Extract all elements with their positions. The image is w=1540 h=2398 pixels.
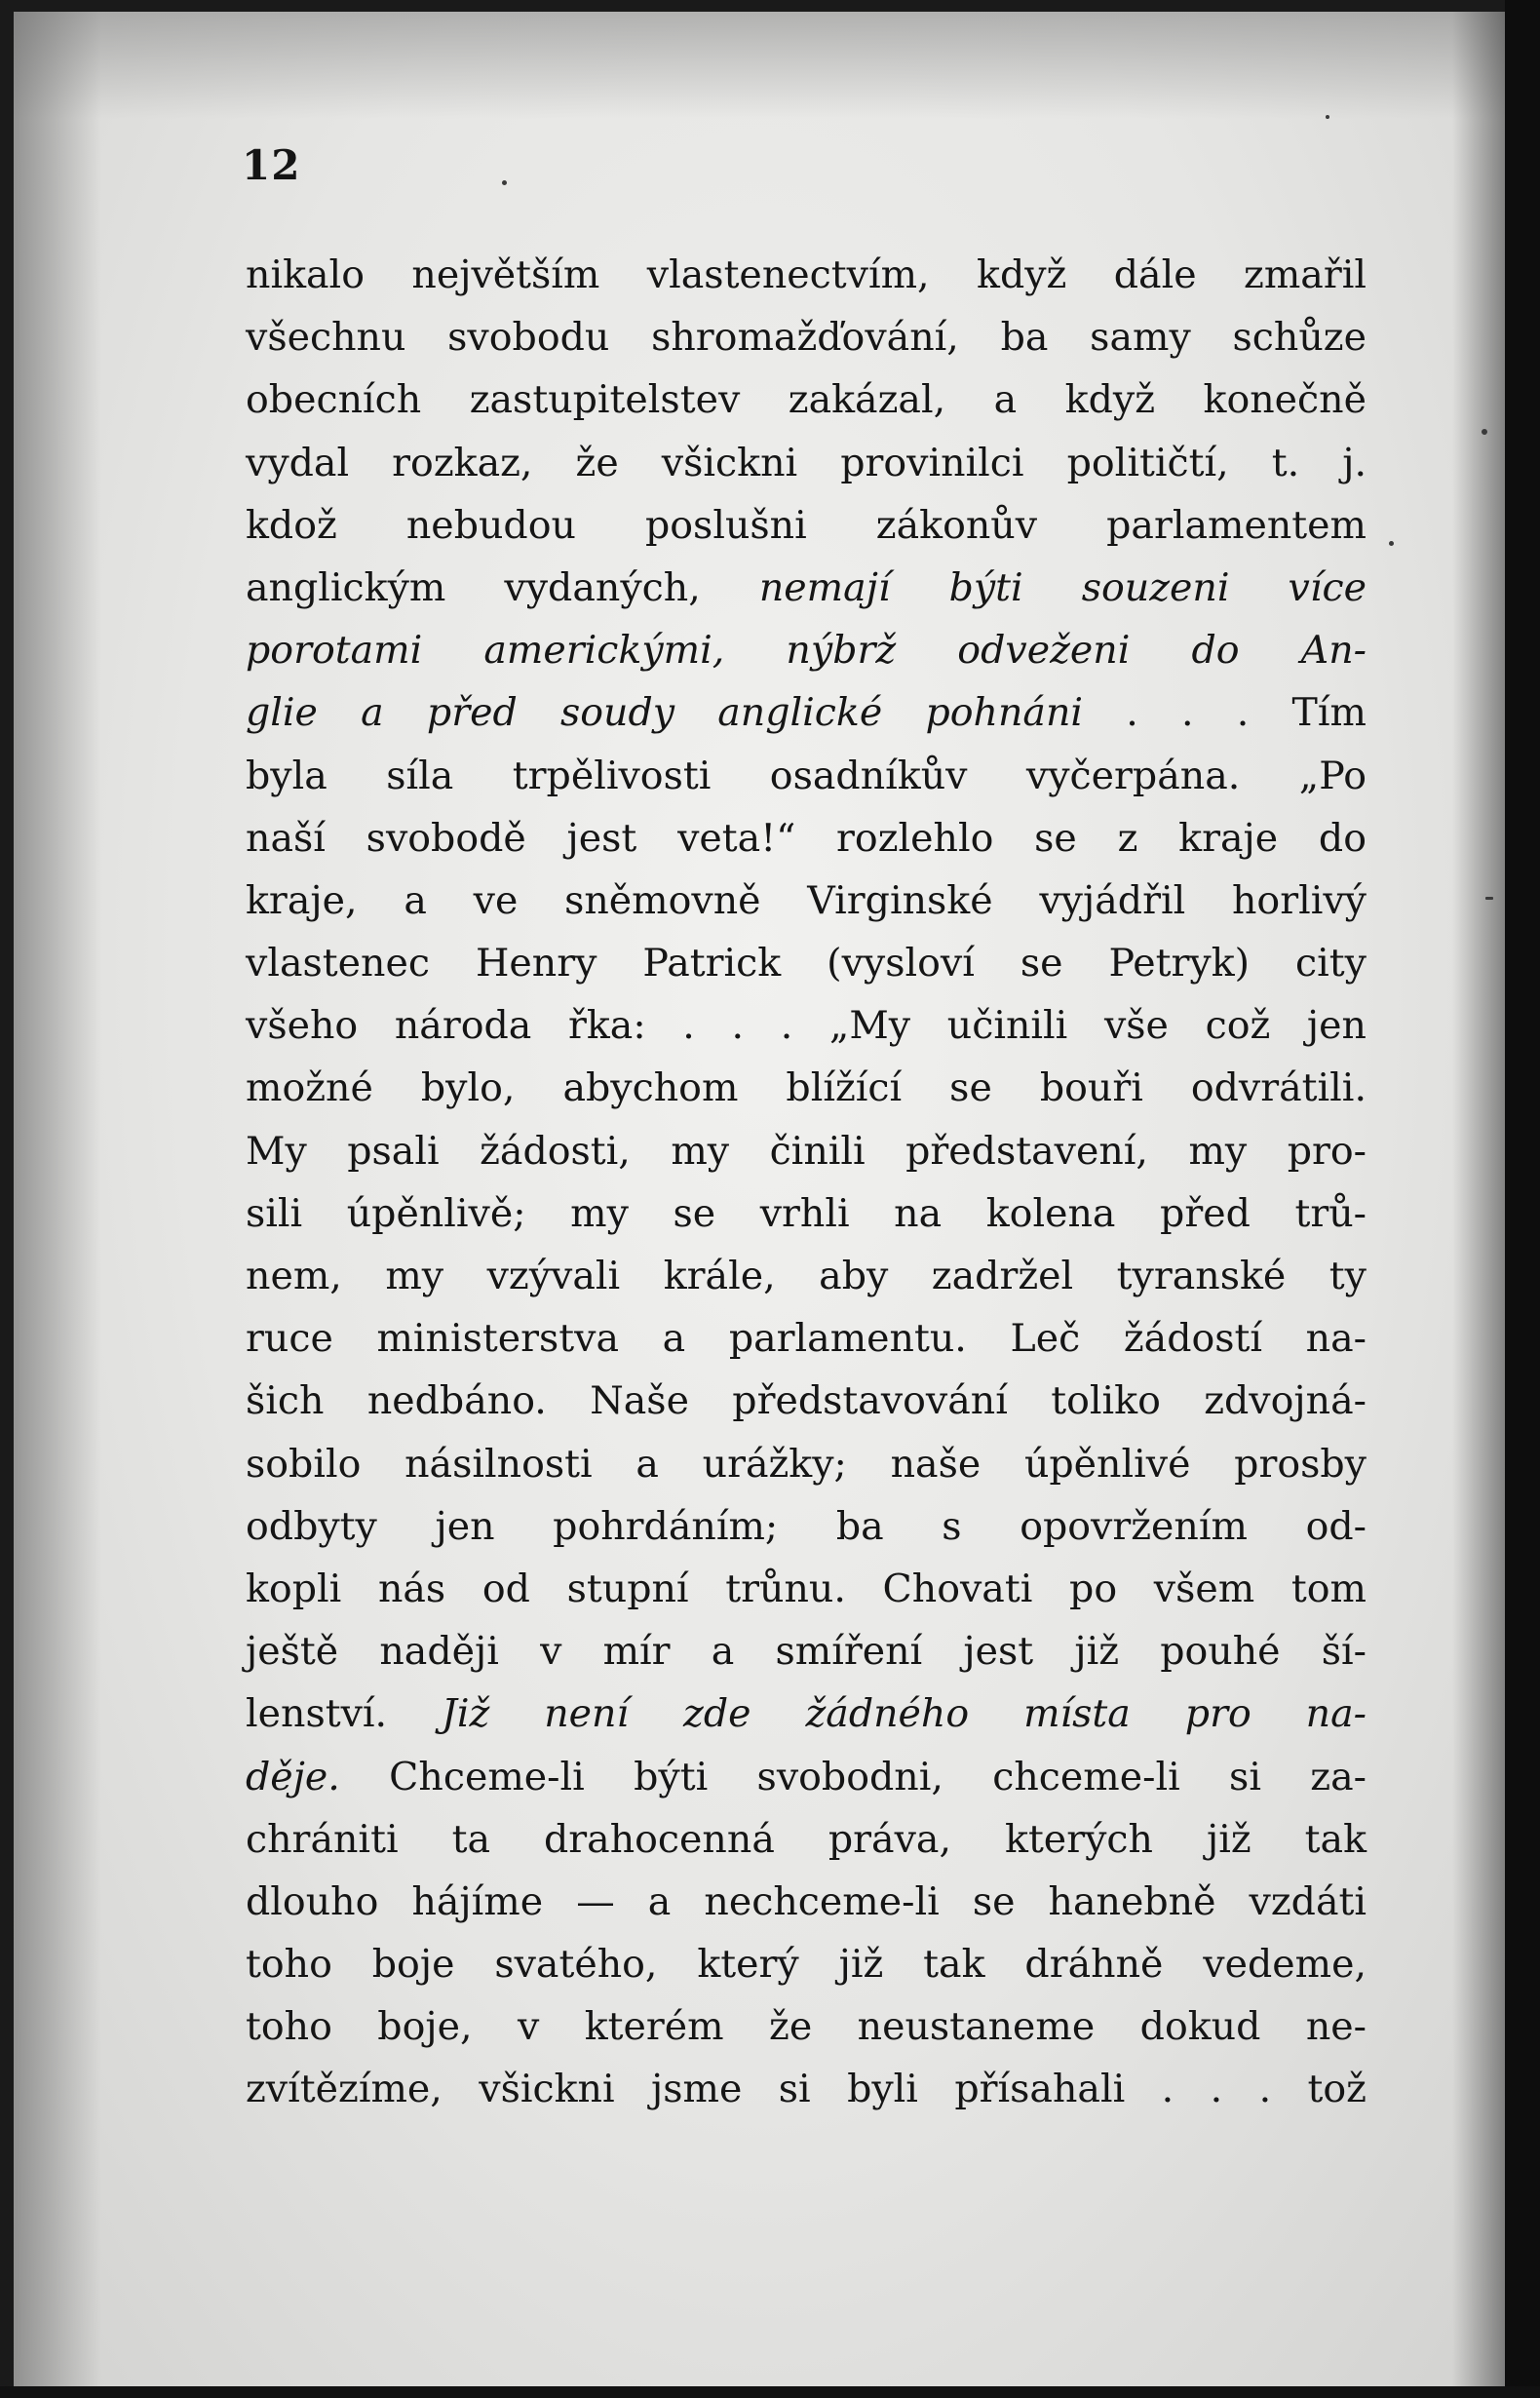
text-segment: toho boje svatého, který již tak dráhně vedeme, [246,1942,1367,1988]
text-line [246,1182,1367,1245]
text-segment: vydal rozkaz, že všickni provinilci političtí, t. j. [246,440,1367,485]
text-line [246,994,1367,1057]
text-line [246,2058,1367,2120]
text-line [246,1933,1367,1995]
text-segment: kopli nás od stupní trůnu. Chovati po všem tom [246,1566,1367,1611]
text-line [246,1682,1367,1745]
text-segment: sili úpěnlivě; my se vrhli na kolena před trů- [246,1190,1367,1236]
text-line [246,1995,1367,2058]
top-shadow [14,12,1505,119]
text-segment: možné bylo, abychom blížící se bouři odvrátili. [246,1065,1367,1111]
body-text [246,244,1367,2121]
text-segment: obecních zastupitelstev zakázal, a když konečně [246,377,1367,423]
text-segment: My psali žádosti, my činili představení, my pro- [246,1128,1367,1174]
italic-segment: nemají býti souzeni více [758,564,1367,610]
text-line [246,1495,1367,1558]
text-segment: nikalo největším vlastenectvím, když dále zmařil [246,252,1367,297]
left-shadow [14,12,101,2386]
right-shadow [1452,12,1505,2386]
text-line [246,306,1367,368]
text-line [246,1307,1367,1370]
scan-speck [1482,429,1487,435]
bottom-scan-edge [0,2386,1540,2398]
text-segment: . . . Tím [1083,690,1367,736]
text-segment: toho boje, v kterém že neustaneme dokud ne- [246,2004,1367,2050]
text-line [246,244,1367,306]
right-scan-edge [1505,0,1540,2398]
text-line [246,1057,1367,1119]
text-segment: naší svobodě jest veta!“ rozlehlo se z kraje do [246,815,1367,861]
text-segment: šich nedbáno. Naše představování toliko zdvojná- [246,1378,1367,1424]
text-line [246,432,1367,494]
text-line [246,1558,1367,1620]
text-line [246,1245,1367,1307]
scan-speck [1485,897,1493,900]
text-line [246,1871,1367,1933]
text-segment: odbyty jen pohrdáním; ba s opovržením od- [246,1503,1367,1549]
text-line [246,619,1367,681]
text-line [246,1620,1367,1682]
italic-segment: děje. [246,1754,340,1799]
scan-speck [1389,541,1394,546]
text-line [246,494,1367,557]
scan-speck [1326,115,1329,119]
page-number: 12 [242,141,301,189]
text-line [246,557,1367,619]
text-line [246,807,1367,870]
text-line [246,1746,1367,1808]
text-segment: dlouho hájíme — a nechceme-li se hanebně vzdáti [246,1878,1367,1924]
text-line [246,745,1367,807]
italic-segment: porotami americkými, nýbrž odveženi do An- [246,628,1367,674]
text-line [246,932,1367,994]
text-segment: ještě naději v mír a smíření jest již pouhé ší- [246,1629,1367,1675]
text-segment: anglickým vydaných, [246,564,759,610]
text-segment: vlastenec Henry Patrick (vysloví se Petryk) city [246,941,1367,986]
text-segment: zvítězíme, všickni jsme si byli přísahali . . . tož [246,2067,1367,2112]
text-line [246,1433,1367,1495]
text-segment: kdož nebudou poslušni zákonův parlamentem [246,502,1367,548]
scan-speck [502,180,507,185]
text-segment: byla síla trpělivosti osadníkův vyčerpána. „Po [246,753,1367,798]
text-segment: chrániti ta drahocenná práva, kterých již tak [246,1816,1367,1862]
text-line [246,1808,1367,1871]
text-line [246,1120,1367,1182]
text-line [246,368,1367,431]
text-line [246,1370,1367,1432]
text-segment: kraje, a ve sněmovně Virginské vyjádřil horlivý [246,877,1367,923]
text-segment: lenství. [246,1691,443,1737]
text-segment: Chceme-li býti svobodni, chceme-li si za- [339,1754,1367,1799]
text-segment: všeho národa řka: . . . „My učinili vše což jen [246,1003,1367,1049]
text-segment: ruce ministerstva a parlamentu. Leč žádostí na- [246,1316,1367,1362]
italic-segment: Již není zde žádného místa pro na- [442,1691,1367,1737]
italic-segment: glie a před soudy anglické pohnáni [246,690,1084,736]
text-segment: všechnu svobodu shromažďování, ba samy schůze [246,315,1367,361]
text-segment: sobilo násilnosti a urážky; naše úpěnlivé prosby [246,1441,1367,1487]
text-line [246,870,1367,932]
text-line [246,681,1367,744]
text-segment: nem, my vzývali krále, aby zadržel tyranské ty [246,1254,1367,1298]
